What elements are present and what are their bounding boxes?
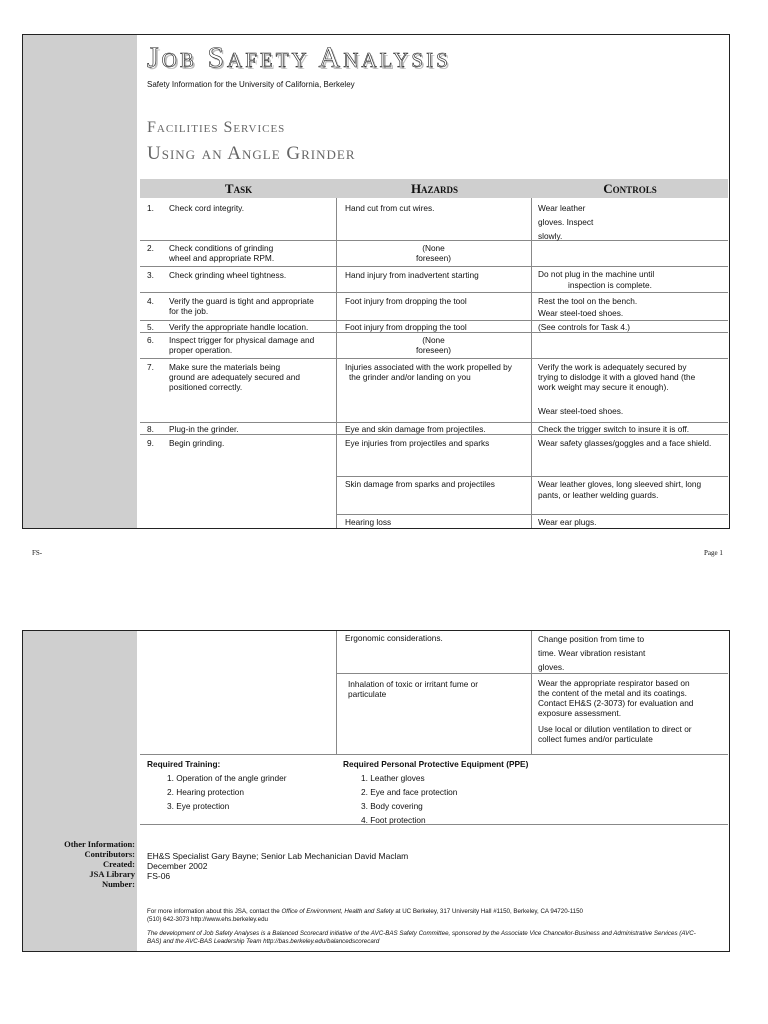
header-controls: Controls [603,181,657,196]
control-cell: Wear leather gloves. Inspect slowly. [538,203,594,241]
hazard-cell: (None foreseen) [415,243,452,263]
list-item: 3. Eye protection [167,801,230,811]
column-divider [531,631,532,754]
control-cell: Change position from time to time. Wear vibration resistant gloves. [538,634,646,672]
task-cell: 7. Make sure the materials being ground are adequately secured and positioned correctly. [147,362,301,392]
hazard-cell: (None foreseen) [415,335,452,355]
list-item: 3. Body covering [361,801,423,811]
task-cell: 2. Check conditions of grinding wheel and appropriate RPM. [147,243,275,263]
contact-info: For more information about this JSA, contact the Office of Environment, Health and Safety at UC Berkeley, 317 University Hall #1150, Berkeley, CA 94720-1150 (510) 642-3073 http://www.ehs.berkeley.edu [147,908,583,923]
row-separator [336,476,728,477]
task-cell: 9. Begin grinding. [147,438,225,448]
hazard-cell: Eye injuries from projectiles and sparks [345,438,490,448]
row-separator [336,514,728,515]
jsa-page-2 [22,630,730,952]
jsa-library-number: FS-06 [147,871,171,881]
hazard-cell: Ergonomic considerations. [345,633,443,643]
task-cell: 4. Verify the guard is tight and appropriate for the job. [147,296,314,316]
hazard-cell: Skin damage from sparks and projectiles [345,479,495,489]
control-cell: Rest the tool on the bench. Wear steel-toed shoes. [538,296,638,318]
department-name: Facilities Services [147,119,286,136]
row-separator [140,358,728,359]
page-footer-left: FS- [32,549,43,557]
table-header [140,179,728,198]
task-cell: 3. Check grinding wheel tightness. [147,270,287,280]
row-separator [140,292,728,293]
jsa-name: Using an Angle Grinder [147,143,356,164]
hazard-cell: Hand injury from inadvertent starting [345,270,479,280]
task-cell: 8. Plug-in the grinder. [147,424,239,434]
development-note: The development of Job Safety Analyses is a Balanced Scorecard initiative of the AVC-BAS Safety Committee, sponsored by the Associate Vice Chancellor-Business and Administrative Services (AVC- BAS) and the AVC-BAS Leadership Team http://bas.berkeley.edu/balancedscorecard [147,930,696,945]
required-ppe [343,757,528,827]
task-cell: 6. Inspect trigger for physical damage and proper operation. [147,335,315,355]
row-separator [140,754,728,755]
column-divider [531,198,532,528]
required-training [147,757,286,813]
list-item: 2. Hearing protection [167,787,245,797]
page-number: Page 1 [704,549,723,557]
list-item: 1. Operation of the angle grinder [167,773,287,783]
control-cell: Do not plug in the machine until inspection is complete. [538,269,655,290]
control-cell: Wear leather gloves, long sleeved shirt, long pants, or leather welding guards. [538,479,702,500]
document-subtitle: Safety Information for the University of California, Berkeley [147,80,355,89]
row-separator [140,240,728,241]
hazard-cell: Foot injury from dropping the tool [345,322,467,332]
control-cell: (See controls for Task 4.) [538,322,631,332]
training-title: Required Training: [147,759,221,769]
other-information-labels: Other Information: Contributors: Created: JSA Library Number: [64,839,135,889]
control-cell: Wear the appropriate respirator based on the content of the metal and its coatings. Contact EH&S (2-3073) for evaluation and exposure assessment. Use local or dilution ventilation to direct or collect fumes and/or particulate [538,678,694,744]
list-item: 1. Leather gloves [361,773,425,783]
control-cell: Wear ear plugs. [538,517,597,527]
ppe-title: Required Personal Protective Equipment (PPE) [343,759,529,769]
hazard-cell: Injuries associated with the work propelled by the grinder and/or landing on you [345,362,512,382]
task-cell: 5. Verify the appropriate handle location. [147,322,309,332]
created-date: December 2002 [147,861,208,871]
row-separator [140,266,728,267]
hazard-cell: Eye and skin damage from projectiles. [345,424,486,434]
contributors: EH&S Specialist Gary Bayne; Senior Lab Mechanician David Maclam [147,851,409,861]
row-separator [140,422,728,423]
row-separator [140,332,728,333]
hazard-cell: Hand cut from cut wires. [345,203,435,213]
control-cell: Check the trigger switch to insure it is off. [538,424,690,434]
jsa-page-1 [22,34,730,529]
list-item: 2. Eye and face protection [361,787,458,797]
row-separator [140,320,728,321]
hazard-cell: Inhalation of toxic or irritant fume or particulate [348,679,479,699]
hazard-cell: Foot injury from dropping the tool [345,296,467,306]
left-margin-bar [23,631,137,951]
row-separator [336,673,728,674]
row-separator [140,434,728,435]
header-hazards: Hazards [410,181,459,196]
header-task: Task [224,181,253,196]
list-item: 4. Foot protection [361,815,426,825]
control-cell: Wear safety glasses/goggles and a face shield. [538,438,712,448]
column-divider [336,631,337,754]
other-information-values [147,851,408,881]
document-title: Job Safety Analysis [147,41,451,74]
hazard-cell: Hearing loss [345,517,392,527]
left-margin-bar [23,35,137,528]
control-cell: Verify the work is adequately secured by trying to dislodge it with a gloved hand (the work weight may secure it enough). Wear steel-toed shoes. [538,362,696,416]
task-cell: 1. Check cord integrity. [147,203,245,213]
